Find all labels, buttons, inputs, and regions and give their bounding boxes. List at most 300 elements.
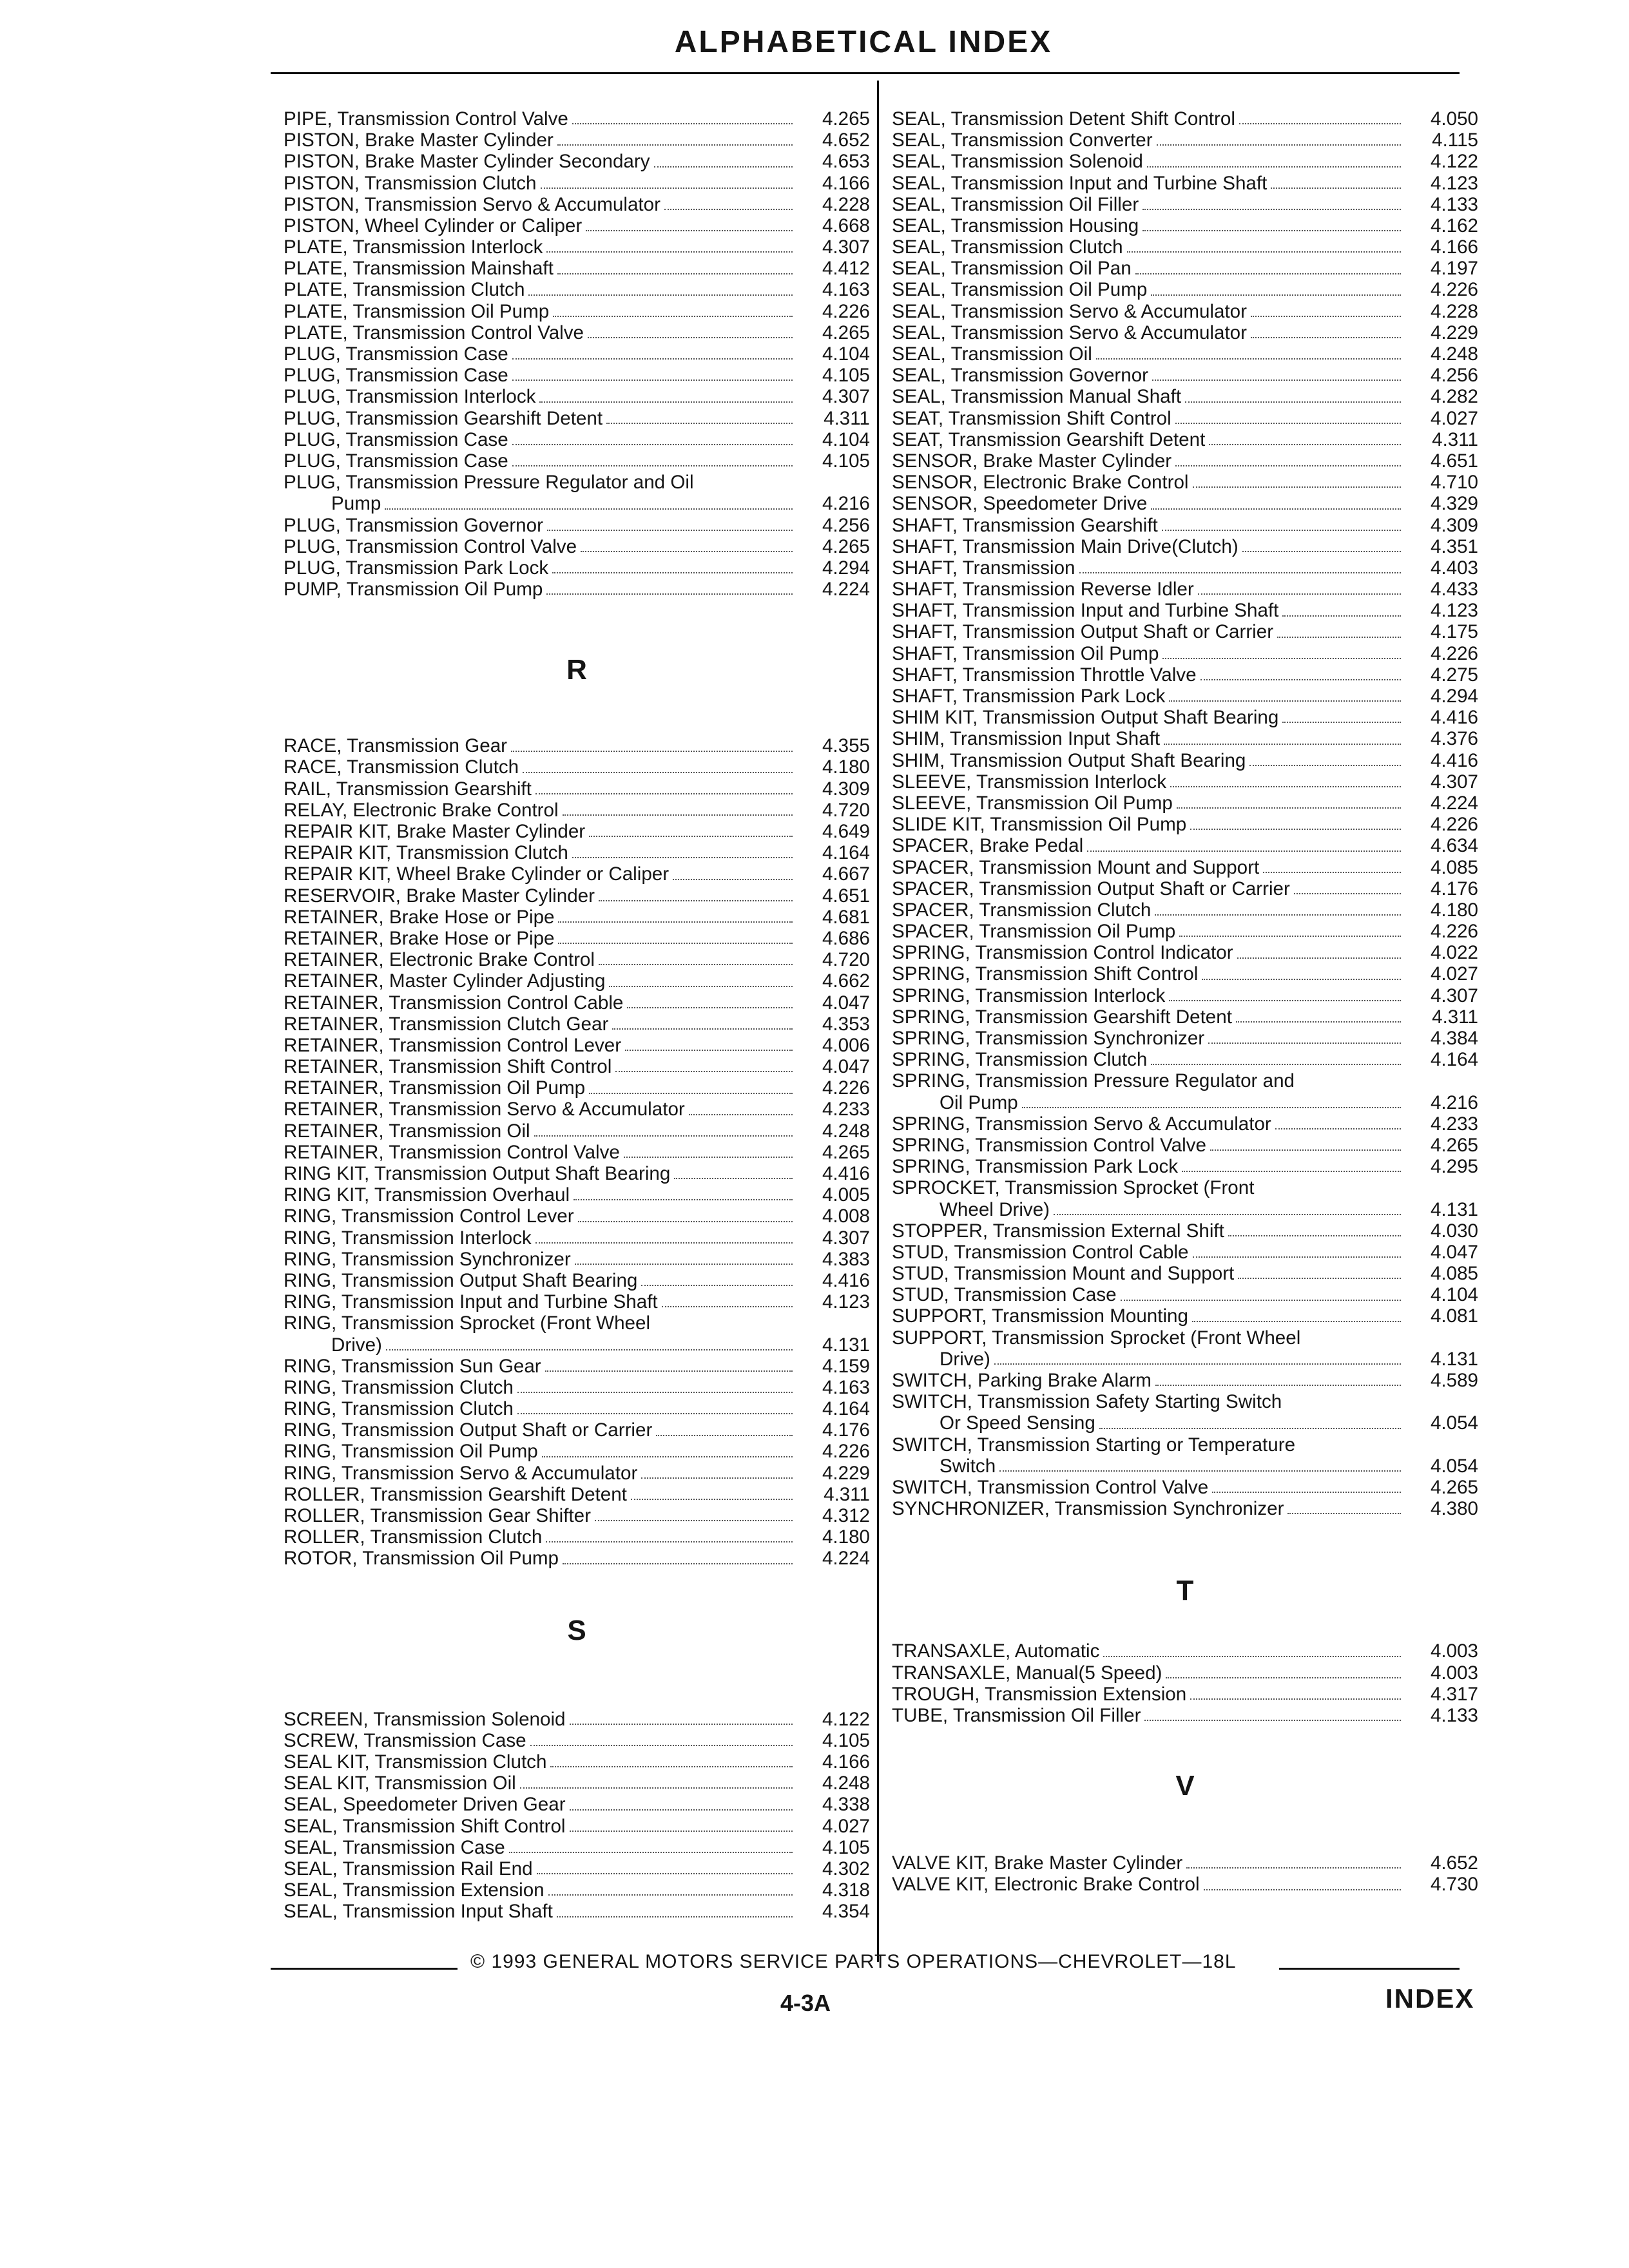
- leader-dots: [1212, 1492, 1401, 1493]
- entry-page: 4.197: [1430, 258, 1478, 280]
- entry-page: 4.085: [1430, 856, 1478, 878]
- index-entry-wrapped: [892, 1391, 1478, 1434]
- leader-dots: [509, 1852, 793, 1853]
- leader-dots: [517, 1392, 793, 1393]
- index-entry: [284, 408, 870, 429]
- leader-dots: [612, 1028, 793, 1030]
- entry-name: SHAFT, Transmission Output Shaft or Carrier: [892, 621, 1274, 643]
- index-entry: [284, 1099, 870, 1120]
- index-entry: [284, 1184, 870, 1206]
- index-entry-wrapped: [892, 1327, 1478, 1370]
- index-entry: [284, 1356, 870, 1377]
- entry-page: 4.085: [1430, 1263, 1478, 1285]
- section-label: INDEX: [1385, 1983, 1475, 2013]
- leader-dots: [548, 1894, 793, 1896]
- index-entry: [284, 735, 870, 756]
- entry-name: STUD, Transmission Mount and Support: [892, 1263, 1235, 1285]
- entry-name: ROLLER, Transmission Gear Shifter: [284, 1505, 591, 1527]
- entry-page: 4.384: [1430, 1028, 1478, 1050]
- index-entry: [892, 686, 1478, 707]
- index-entry: [284, 1751, 870, 1773]
- leader-dots: [523, 772, 793, 773]
- entry-page: 4.275: [1430, 664, 1478, 686]
- leader-dots: [588, 337, 793, 338]
- leader-dots: [512, 465, 793, 466]
- entry-name: SPRING, Transmission Shift Control: [892, 963, 1199, 985]
- leader-dots: [557, 273, 793, 274]
- group: [892, 1370, 1478, 1391]
- entry-name-cont: Switch: [940, 1455, 996, 1477]
- entry-name: SHAFT, Transmission Main Drive(Clutch): [892, 535, 1239, 557]
- entry-page: 4.166: [822, 172, 870, 194]
- entry-name: PLATE, Transmission Mainshaft: [284, 258, 554, 280]
- entry-name: SEAL, Transmission Rail End: [284, 1858, 533, 1879]
- index-entry: [892, 1498, 1478, 1519]
- leader-dots: [537, 1873, 793, 1874]
- index-entry: [892, 878, 1478, 899]
- entry-name: SEAL, Transmission Servo & Accumulator: [892, 300, 1247, 322]
- index-entry: [892, 1006, 1478, 1028]
- entry-page: 4.122: [822, 1708, 870, 1730]
- index-entry: [284, 1816, 870, 1837]
- entry-page: 4.653: [822, 151, 870, 173]
- index-entry: [284, 1206, 870, 1227]
- entry-name: SEAL, Transmission Input Shaft: [284, 1901, 553, 1923]
- entry-name: TROUGH, Transmission Extension: [892, 1683, 1187, 1705]
- index-entry: [284, 1773, 870, 1794]
- entry-name: REPAIR KIT, Transmission Clutch: [284, 842, 568, 864]
- index-entry: [284, 365, 870, 386]
- entry-page: 4.229: [822, 1462, 870, 1484]
- entry-name: SPRING, Transmission Control Valve: [892, 1134, 1206, 1156]
- entry-name: SHIM, Transmission Output Shaft Bearing: [892, 749, 1246, 771]
- section-letter-t: T: [1176, 1575, 1194, 1607]
- index-entry: [892, 1662, 1478, 1684]
- leader-dots: [674, 1178, 793, 1179]
- leader-dots: [520, 1787, 793, 1789]
- entry-page: 4.416: [1430, 749, 1478, 771]
- leader-dots: [535, 1242, 793, 1244]
- entry-name: SWITCH, Transmission Control Valve: [892, 1476, 1209, 1498]
- entry-name-cont: Drive): [331, 1334, 382, 1356]
- index-entry-wrapped: [284, 1312, 870, 1355]
- entry-page: 4.294: [822, 557, 870, 579]
- index-entry: [892, 728, 1478, 749]
- index-entry-wrapped: [892, 1434, 1478, 1477]
- leader-dots: [1162, 530, 1401, 531]
- entry-page: 4.180: [1430, 899, 1478, 921]
- entry-name: SHAFT, Transmission: [892, 557, 1075, 579]
- entry-name: SCREEN, Transmission Solenoid: [284, 1708, 566, 1730]
- entry-page: 4.105: [822, 450, 870, 472]
- leader-dots: [1277, 637, 1401, 638]
- index-entry: [284, 236, 870, 258]
- leader-dots: [1239, 123, 1401, 124]
- entry-page: 4.311: [824, 407, 870, 429]
- entry-page: 4.047: [822, 992, 870, 1014]
- leader-dots: [570, 1809, 793, 1811]
- entry-page: 4.312: [822, 1505, 870, 1527]
- leader-dots: [1162, 658, 1401, 659]
- index-entry: [892, 343, 1478, 365]
- entry-name: REPAIR KIT, Brake Master Cylinder: [284, 821, 586, 843]
- entry-page: 4.226: [1430, 279, 1478, 301]
- leader-dots: [1121, 1300, 1401, 1301]
- entry-name: SEAL, Transmission Governor: [892, 365, 1149, 387]
- leader-dots: [539, 401, 793, 403]
- index-entry: [892, 557, 1478, 579]
- entry-page: 4.651: [822, 885, 870, 907]
- leader-dots: [625, 1050, 793, 1051]
- leader-dots: [1166, 1677, 1401, 1678]
- index-entry: [284, 1548, 870, 1569]
- leader-dots: [547, 530, 793, 531]
- entry-page: 4.006: [822, 1034, 870, 1056]
- entry-name: SLEEVE, Transmission Interlock: [892, 771, 1166, 793]
- entry-name-cont: Or Speed Sensing: [940, 1412, 1095, 1434]
- leader-dots: [1192, 1321, 1401, 1322]
- entry-page: 4.589: [1430, 1370, 1478, 1392]
- entry-name: RING, Transmission Clutch: [284, 1376, 514, 1398]
- leader-dots: [1151, 294, 1401, 296]
- index-entry: [892, 600, 1478, 621]
- leader-dots: [1185, 401, 1401, 403]
- index-entry: [892, 365, 1478, 386]
- entry-name: SHAFT, Transmission Park Lock: [892, 686, 1166, 707]
- leader-dots: [1193, 486, 1401, 488]
- leader-dots: [1238, 1278, 1401, 1279]
- page-number: 4-3A: [780, 1990, 831, 2016]
- entry-name: RING, Transmission Synchronizer: [284, 1248, 571, 1270]
- entry-name: SPRING, Transmission Servo & Accumulator: [892, 1113, 1271, 1135]
- entry-name: RING, Transmission Output Shaft or Carrier: [284, 1419, 653, 1441]
- entry-name: RING, Transmission Interlock: [284, 1227, 532, 1249]
- entry-name: SEAL, Transmission Solenoid: [892, 151, 1143, 173]
- entry-name: PLUG, Transmission Park Lock: [284, 557, 549, 579]
- entry-page: 4.652: [822, 130, 870, 151]
- entry-name: SCREW, Transmission Case: [284, 1729, 526, 1751]
- leader-dots: [1282, 722, 1401, 723]
- leader-dots: [999, 1470, 1401, 1472]
- leader-dots: [557, 1916, 793, 1917]
- left-column: [284, 108, 870, 1923]
- entry-name: SPRING, Transmission Interlock: [892, 985, 1166, 1006]
- entry-name: PLATE, Transmission Interlock: [284, 236, 543, 258]
- index-entry: [284, 863, 870, 885]
- leader-dots: [1275, 1128, 1401, 1129]
- entry-page: 4.216: [1430, 1091, 1478, 1113]
- entry-name: SEAL, Speedometer Driven Gear: [284, 1794, 566, 1816]
- entry-page: 4.131: [1430, 1348, 1478, 1370]
- leader-dots: [545, 1370, 793, 1372]
- entry-name: RING, Transmission Sprocket (Front Wheel: [284, 1312, 651, 1334]
- index-entry: [284, 1398, 870, 1419]
- entry-page: 4.416: [822, 1163, 870, 1185]
- entry-page: 4.131: [822, 1334, 870, 1356]
- index-entry: [284, 1505, 870, 1526]
- leader-dots: [575, 1264, 793, 1265]
- entry-name: SWITCH, Transmission Safety Starting Switch: [892, 1391, 1282, 1413]
- leader-dots: [386, 1349, 793, 1350]
- entry-name: SEAL, Transmission Case: [284, 1836, 505, 1858]
- entry-page: 4.027: [1430, 407, 1478, 429]
- index-entry: [284, 1056, 870, 1077]
- index-entry: [892, 258, 1478, 279]
- leader-dots: [517, 1413, 793, 1414]
- index-entry: [284, 515, 870, 536]
- leader-dots: [1170, 786, 1401, 787]
- entry-page: 4.164: [1430, 1049, 1478, 1071]
- index-entry: [284, 343, 870, 365]
- entry-page: 4.047: [822, 1056, 870, 1078]
- entry-name: STUD, Transmission Control Cable: [892, 1241, 1189, 1263]
- leader-dots: [595, 1520, 793, 1521]
- entry-name: SEAL, Transmission Oil: [892, 343, 1092, 365]
- index-entry: [284, 1270, 870, 1291]
- entry-name: SEAL, Transmission Shift Control: [284, 1815, 566, 1837]
- leader-dots: [589, 1093, 793, 1094]
- leader-dots: [1208, 1043, 1401, 1044]
- index-entry: [892, 493, 1478, 514]
- entry-page: 4.022: [1430, 942, 1478, 964]
- leader-dots: [1022, 1107, 1401, 1108]
- index-entry: [892, 942, 1478, 963]
- index-entry: [284, 800, 870, 821]
- leader-dots: [1210, 1149, 1401, 1151]
- entry-page: 4.176: [822, 1419, 870, 1441]
- index-entry: [284, 1227, 870, 1249]
- index-entry: [892, 1477, 1478, 1498]
- index-entry: [892, 1263, 1478, 1284]
- entry-name: RETAINER, Master Cylinder Adjusting: [284, 970, 606, 992]
- entry-name: SEAL, Transmission Housing: [892, 215, 1139, 236]
- index-entry: [892, 985, 1478, 1006]
- entry-page: 4.329: [1430, 493, 1478, 515]
- entry-page: 4.720: [822, 799, 870, 821]
- leader-dots: [1099, 1428, 1401, 1429]
- entry-page: 4.307: [822, 386, 870, 408]
- entry-page: 4.354: [822, 1901, 870, 1923]
- leader-dots: [1202, 979, 1401, 980]
- leader-dots: [563, 814, 793, 816]
- entry-name: TUBE, Transmission Oil Filler: [892, 1704, 1141, 1726]
- entry-page: 4.105: [822, 1729, 870, 1751]
- index-entry: [892, 322, 1478, 343]
- leader-dots: [542, 1456, 793, 1457]
- leader-dots: [563, 1563, 793, 1564]
- entry-name: SENSOR, Brake Master Cylinder: [892, 450, 1172, 472]
- entry-page: 4.710: [1430, 472, 1478, 494]
- entry-name: PLATE, Transmission Clutch: [284, 279, 525, 301]
- entry-page: 4.403: [1430, 557, 1478, 579]
- entry-page: 4.351: [1430, 535, 1478, 557]
- entry-page: 4.224: [822, 579, 870, 601]
- entry-name: PLATE, Transmission Oil Pump: [284, 300, 550, 322]
- leader-dots: [1209, 444, 1401, 445]
- leader-dots: [1236, 1021, 1401, 1023]
- entry-name: RACE, Transmission Gear: [284, 735, 508, 757]
- entry-page: 4.720: [822, 949, 870, 971]
- entry-page: 4.294: [1430, 686, 1478, 707]
- entry-name: SEAL, Transmission Converter: [892, 130, 1153, 151]
- entry-page: 4.104: [822, 343, 870, 365]
- entry-name: SEAL, Transmission Extension: [284, 1879, 545, 1901]
- entry-name: PLATE, Transmission Control Valve: [284, 322, 584, 343]
- leader-dots: [1164, 744, 1401, 745]
- leader-dots: [558, 921, 793, 923]
- entry-page: 4.416: [822, 1269, 870, 1291]
- entry-name: PLUG, Transmission Gearshift Detent: [284, 407, 603, 429]
- entry-page: 4.248: [822, 1120, 870, 1142]
- index-entry: [284, 1730, 870, 1751]
- leader-dots: [1157, 144, 1401, 146]
- entry-page: 4.027: [1430, 963, 1478, 985]
- index-entry: [892, 386, 1478, 407]
- entry-page: 4.131: [1430, 1198, 1478, 1220]
- index-entry: [892, 707, 1478, 728]
- entry-page: 4.123: [1430, 600, 1478, 622]
- index-entry: [892, 194, 1478, 215]
- index-entry: [284, 949, 870, 970]
- index-entry-wrapped: [284, 472, 870, 514]
- entry-page: 4.311: [1432, 1006, 1478, 1028]
- entry-page: 4.226: [1430, 814, 1478, 836]
- leader-dots: [1087, 850, 1401, 852]
- leader-dots: [664, 209, 793, 210]
- index-entry: [892, 301, 1478, 322]
- entry-page: 4.338: [822, 1794, 870, 1816]
- section-letter-s: S: [567, 1614, 586, 1646]
- index-entry: [284, 757, 870, 778]
- entry-page: 4.115: [1432, 130, 1478, 151]
- entry-page: 4.667: [822, 863, 870, 885]
- entry-name: SHAFT, Transmission Reverse Idler: [892, 579, 1194, 601]
- index-entry: [284, 1794, 870, 1815]
- entry-name: RING, Transmission Control Lever: [284, 1206, 574, 1227]
- entry-name: TRANSAXLE, Manual(5 Speed): [892, 1662, 1162, 1684]
- group: [284, 1356, 870, 1570]
- entry-page: 4.123: [1430, 172, 1478, 194]
- entry-page: 4.164: [822, 1398, 870, 1420]
- page-title: ALPHABETICAL INDEX: [674, 25, 1053, 59]
- index-entry: [284, 322, 870, 343]
- entry-name: PISTON, Transmission Clutch: [284, 172, 537, 194]
- entry-page: 4.104: [1430, 1284, 1478, 1306]
- index-entry: [892, 173, 1478, 194]
- index-entry: [284, 280, 870, 301]
- leader-dots: [572, 857, 793, 858]
- leader-dots: [1142, 230, 1401, 231]
- entry-page: 4.265: [822, 1141, 870, 1163]
- entry-name: RING KIT, Transmission Output Shaft Bearing: [284, 1163, 671, 1185]
- entry-page: 4.318: [822, 1879, 870, 1901]
- entry-name: RING, Transmission Output Shaft Bearing: [284, 1269, 638, 1291]
- entry-page: 4.226: [1430, 921, 1478, 943]
- leader-dots: [546, 1541, 793, 1542]
- index-entry: [892, 1049, 1478, 1070]
- entry-page: 4.265: [822, 108, 870, 130]
- entry-name: SLEEVE, Transmission Oil Pump: [892, 792, 1173, 814]
- entry-page: 4.295: [1430, 1156, 1478, 1178]
- entry-name: SHIM, Transmission Input Shaft: [892, 728, 1161, 750]
- leader-dots: [994, 1363, 1401, 1365]
- entry-page: 4.228: [1430, 300, 1478, 322]
- leader-dots: [624, 1157, 793, 1158]
- leader-dots: [627, 1007, 793, 1008]
- group: [892, 1220, 1478, 1327]
- index-entry: [284, 1858, 870, 1879]
- leader-dots: [541, 187, 793, 189]
- leader-dots: [534, 1135, 793, 1137]
- group: [892, 1113, 1478, 1178]
- entry-page: 4.433: [1430, 579, 1478, 601]
- entry-name: RING, Transmission Servo & Accumulator: [284, 1462, 638, 1484]
- entry-page: 4.105: [822, 1836, 870, 1858]
- entry-name: RAIL, Transmission Gearshift: [284, 778, 532, 800]
- leader-dots: [1193, 1256, 1402, 1258]
- entry-page: 4.309: [822, 778, 870, 800]
- index-entry: [284, 1014, 870, 1035]
- leader-dots: [1169, 700, 1401, 702]
- entry-name: ROTOR, Transmission Oil Pump: [284, 1548, 559, 1570]
- entry-name: SEAL, Transmission Detent Shift Control: [892, 108, 1235, 130]
- entry-name: PLUG, Transmission Interlock: [284, 386, 536, 408]
- index-entry: [892, 1156, 1478, 1177]
- entry-page: 4.307: [1430, 771, 1478, 793]
- entry-page: 4.681: [822, 906, 870, 928]
- entry-page: 4.309: [1430, 514, 1478, 536]
- entry-name: STOPPER, Transmission External Shift: [892, 1220, 1224, 1242]
- index-entry: [892, 536, 1478, 557]
- index-entry: [284, 429, 870, 450]
- entry-page: 4.030: [1430, 1220, 1478, 1242]
- entry-page: 4.307: [822, 1227, 870, 1249]
- index-entry: [892, 450, 1478, 472]
- index-entry: [892, 1640, 1478, 1662]
- footer-rule-left: [271, 1968, 458, 1970]
- entry-name: RETAINER, Transmission Servo & Accumulator: [284, 1099, 685, 1120]
- entry-name: SEAL, Transmission Oil Pan: [892, 258, 1132, 280]
- entry-name: SHAFT, Transmission Input and Turbine Shaft: [892, 600, 1279, 622]
- entry-page: 4.651: [1430, 450, 1478, 472]
- index-entry: [892, 857, 1478, 878]
- entry-page: 4.256: [822, 514, 870, 536]
- entry-name: SPACER, Transmission Mount and Support: [892, 856, 1260, 878]
- leader-dots: [1155, 914, 1401, 916]
- entry-page: 4.668: [822, 215, 870, 236]
- entry-name: SEAL KIT, Transmission Clutch: [284, 1751, 547, 1773]
- group: [892, 108, 1478, 1070]
- entry-page: 4.005: [822, 1184, 870, 1206]
- entry-name: SEAT, Transmission Gearshift Detent: [892, 428, 1206, 450]
- leader-dots: [1175, 423, 1401, 424]
- entry-name: RETAINER, Transmission Clutch Gear: [284, 1013, 609, 1035]
- entry-page: 4.265: [822, 535, 870, 557]
- group: [892, 1640, 1478, 1726]
- entry-page: 4.686: [822, 927, 870, 949]
- entry-name: RETAINER, Transmission Control Cable: [284, 992, 624, 1014]
- entry-page: 4.166: [822, 1751, 870, 1773]
- entry-name: SLIDE KIT, Transmission Oil Pump: [892, 814, 1187, 836]
- index-entry: [892, 1028, 1478, 1049]
- entry-page: 4.123: [822, 1291, 870, 1313]
- column-divider: [877, 81, 879, 1962]
- leader-dots: [1287, 1513, 1401, 1514]
- entry-name: PISTON, Wheel Cylinder or Caliper: [284, 215, 583, 236]
- entry-name: RING KIT, Transmission Overhaul: [284, 1184, 570, 1206]
- group: [892, 1852, 1478, 1895]
- entry-name: ROLLER, Transmission Clutch: [284, 1526, 543, 1548]
